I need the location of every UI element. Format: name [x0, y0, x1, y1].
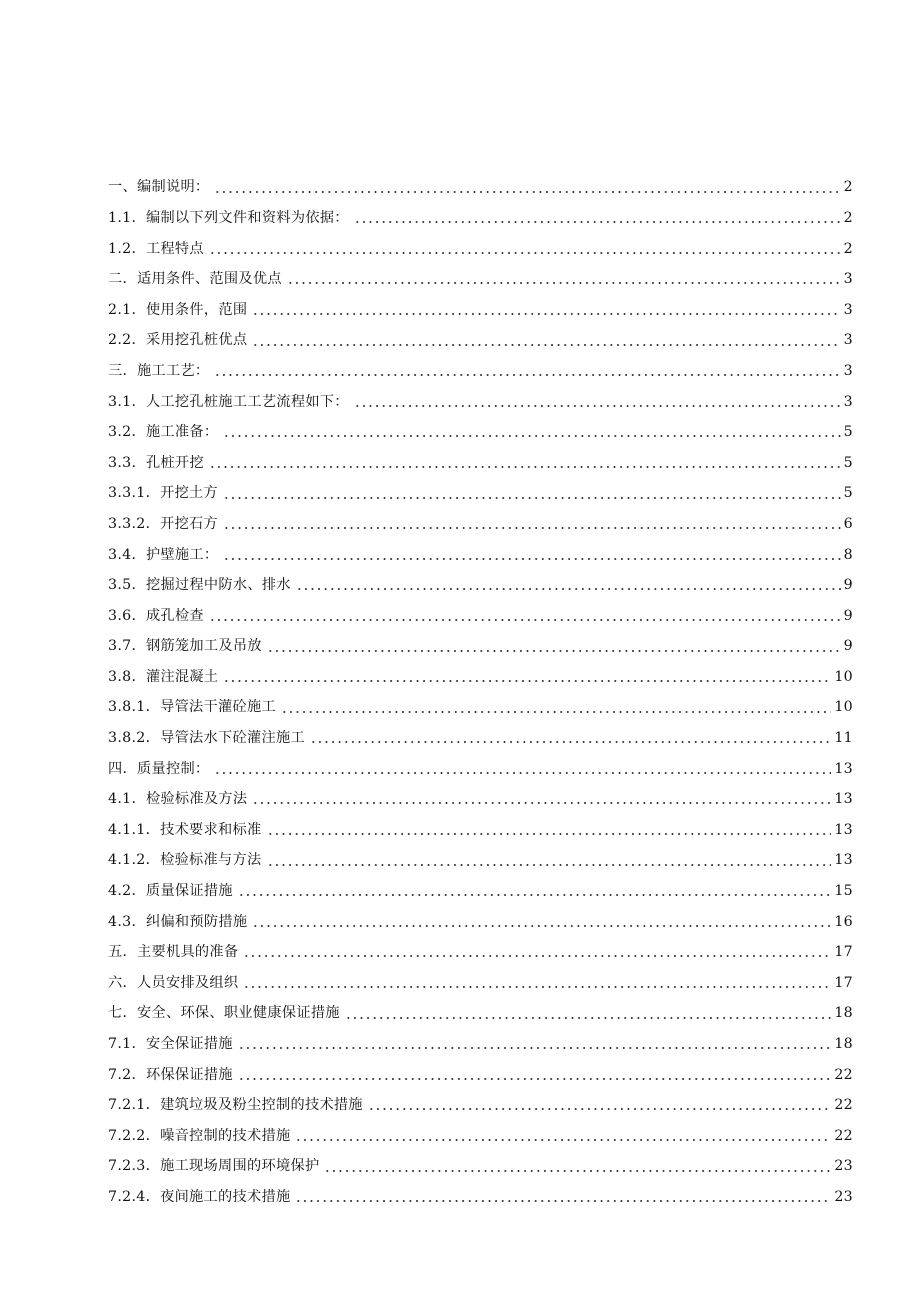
toc-dot-leader — [223, 558, 840, 560]
toc-entry-title[interactable]: 2.1．使用条件，范围 — [108, 303, 252, 317]
toc-entry[interactable] — [108, 654, 853, 685]
toc-dot-leader — [354, 405, 841, 407]
toc-page-number[interactable]: 18 — [831, 1037, 853, 1051]
toc-entry[interactable] — [108, 1082, 853, 1113]
toc-dot-leader — [287, 282, 841, 284]
toc-entry[interactable] — [108, 898, 853, 929]
toc-entry-title[interactable]: 4.2．质量保证措施 — [108, 884, 238, 898]
toc-entry[interactable] — [108, 286, 853, 317]
toc-entry[interactable] — [108, 531, 853, 562]
toc-entry-title[interactable]: 3.8.2．导管法水下砼灌注施工 — [108, 731, 310, 745]
toc-page-number[interactable]: 2 — [841, 211, 853, 225]
toc-dot-leader — [252, 313, 840, 315]
toc-page-number[interactable]: 22 — [831, 1129, 853, 1143]
toc-page-number[interactable]: 5 — [841, 486, 853, 500]
toc-page-number[interactable]: 11 — [831, 731, 853, 745]
toc-dot-leader — [214, 191, 840, 193]
toc-entry-title[interactable]: 7.2．环保保证措施 — [108, 1068, 238, 1082]
toc-entry[interactable] — [108, 1174, 853, 1205]
toc-page-number[interactable]: 13 — [831, 823, 853, 837]
toc-page-number[interactable]: 5 — [841, 456, 853, 470]
toc-page-number[interactable]: 15 — [831, 884, 853, 898]
toc-entry-title[interactable]: 二．适用条件、范围及优点 — [108, 272, 287, 286]
toc-entry-title[interactable]: 1.1．编制以下列文件和资料为依据： — [108, 211, 354, 225]
toc-page-number[interactable]: 10 — [831, 670, 853, 684]
toc-entry-title[interactable]: 一、编制说明： — [108, 180, 214, 194]
toc-entry-title[interactable]: 7.2.3．施工现场周围的环境保护 — [108, 1159, 324, 1173]
toc-entry[interactable] — [108, 164, 853, 195]
toc-entry-title[interactable]: 3.6．成孔检查 — [108, 609, 209, 623]
toc-entry[interactable] — [108, 1143, 853, 1174]
toc-page-number[interactable]: 23 — [831, 1190, 853, 1204]
table-of-contents — [108, 164, 853, 1204]
toc-dot-leader — [238, 894, 831, 896]
toc-entry[interactable] — [108, 623, 853, 654]
toc-dot-leader — [252, 802, 831, 804]
toc-entry[interactable] — [108, 348, 853, 379]
toc-entry-title[interactable]: 3.1．人工挖孔桩施工工艺流程如下： — [108, 395, 354, 409]
toc-entry-title[interactable]: 7.2.4．夜间施工的技术措施 — [108, 1190, 295, 1204]
toc-page-number[interactable]: 3 — [841, 364, 853, 378]
toc-entry[interactable] — [108, 745, 853, 776]
toc-entry[interactable] — [108, 501, 853, 532]
toc-dot-leader — [243, 986, 831, 988]
toc-entry-title[interactable]: 四．质量控制： — [108, 762, 214, 776]
toc-entry[interactable] — [108, 317, 853, 348]
toc-dot-leader — [267, 833, 832, 835]
toc-entry-title[interactable]: 3.3．孔桩开挖 — [108, 456, 209, 470]
toc-entry-title[interactable]: 3.5．挖掘过程中防水、排水 — [108, 578, 296, 592]
toc-entry[interactable] — [108, 1021, 853, 1052]
toc-entry[interactable] — [108, 990, 853, 1021]
toc-entry-title[interactable]: 4.3．纠偏和预防措施 — [108, 915, 252, 929]
toc-dot-leader — [209, 466, 841, 468]
toc-page-number[interactable]: 17 — [831, 976, 853, 990]
toc-entry[interactable] — [108, 1112, 853, 1143]
toc-dot-leader — [223, 527, 841, 529]
toc-dot-leader — [345, 1017, 832, 1019]
toc-dot-leader — [354, 221, 841, 223]
toc-entry-title[interactable]: 三．施工工艺： — [108, 364, 214, 378]
toc-page-number[interactable]: 9 — [841, 578, 853, 592]
toc-page-number[interactable]: 13 — [831, 853, 853, 867]
toc-page-number[interactable]: 3 — [841, 395, 853, 409]
toc-page-number[interactable]: 3 — [841, 272, 853, 286]
toc-entry[interactable] — [108, 470, 853, 501]
toc-dot-leader — [368, 1108, 831, 1110]
toc-entry[interactable] — [108, 439, 853, 470]
toc-entry[interactable] — [108, 409, 853, 440]
toc-page-number[interactable]: 16 — [831, 915, 853, 929]
toc-dot-leader — [252, 344, 840, 346]
toc-dot-leader — [295, 1200, 831, 1202]
toc-entry[interactable] — [108, 715, 853, 746]
toc-dot-leader — [209, 619, 841, 621]
toc-dot-leader — [223, 497, 841, 499]
toc-entry[interactable] — [108, 1051, 853, 1082]
toc-entry[interactable] — [108, 225, 853, 256]
toc-page-number[interactable]: 8 — [841, 548, 853, 562]
toc-entry[interactable] — [108, 806, 853, 837]
toc-entry[interactable] — [108, 684, 853, 715]
toc-entry[interactable] — [108, 776, 853, 807]
toc-entry-title[interactable]: 3.8.1．导管法干灌砼施工 — [108, 700, 281, 714]
toc-page-number[interactable]: 3 — [841, 333, 853, 347]
toc-page-number[interactable]: 23 — [831, 1159, 853, 1173]
toc-page-number[interactable]: 2 — [841, 242, 853, 256]
toc-entry-title[interactable]: 2.2．采用挖孔桩优点 — [108, 333, 252, 347]
toc-page-number[interactable]: 9 — [841, 639, 853, 653]
toc-page-number[interactable]: 13 — [831, 762, 853, 776]
toc-page-number[interactable]: 2 — [841, 180, 853, 194]
toc-entry-title[interactable]: 3.4．护壁施工： — [108, 548, 223, 562]
toc-dot-leader — [223, 680, 831, 682]
toc-entry[interactable] — [108, 868, 853, 899]
toc-dot-leader — [223, 435, 840, 437]
toc-dot-leader — [214, 374, 840, 376]
toc-page-number[interactable]: 3 — [841, 303, 853, 317]
toc-dot-leader — [267, 650, 841, 652]
toc-entry-title[interactable]: 3.8．灌注混凝土 — [108, 670, 223, 684]
toc-entry[interactable] — [108, 256, 853, 287]
toc-dot-leader — [281, 711, 831, 713]
toc-entry-title[interactable]: 7.2.2．噪音控制的技术措施 — [108, 1129, 295, 1143]
toc-entry-title[interactable]: 六．人员安排及组织 — [108, 976, 243, 990]
toc-dot-leader — [238, 1078, 831, 1080]
toc-entry-title[interactable]: 七．安全、环保、职业健康保证措施 — [108, 1006, 345, 1020]
toc-entry-title[interactable]: 1.2．工程特点 — [108, 242, 209, 256]
toc-entry[interactable] — [108, 195, 853, 226]
toc-page-number[interactable]: 9 — [841, 609, 853, 623]
toc-dot-leader — [243, 955, 831, 957]
toc-dot-leader — [252, 925, 831, 927]
toc-entry-title[interactable]: 4.1．检验标准及方法 — [108, 792, 252, 806]
toc-page-number[interactable]: 17 — [831, 945, 853, 959]
toc-entry[interactable] — [108, 592, 853, 623]
toc-page-number[interactable]: 5 — [841, 425, 853, 439]
toc-entry[interactable] — [108, 929, 853, 960]
toc-entry-title[interactable]: 3.3.1．开挖土方 — [108, 486, 223, 500]
toc-page-number[interactable]: 22 — [831, 1068, 853, 1082]
toc-page-number[interactable]: 6 — [841, 517, 853, 531]
toc-entry-title[interactable]: 7.2.1．建筑垃圾及粉尘控制的技术措施 — [108, 1098, 368, 1112]
toc-entry-title[interactable]: 3.2．施工准备： — [108, 425, 223, 439]
toc-dot-leader — [214, 772, 831, 774]
toc-page-number[interactable]: 13 — [831, 792, 853, 806]
toc-dot-leader — [238, 1047, 831, 1049]
toc-page-number[interactable]: 22 — [831, 1098, 853, 1112]
toc-page-number[interactable]: 10 — [831, 700, 853, 714]
toc-entry[interactable] — [108, 562, 853, 593]
toc-entry-title[interactable]: 4.1.2．检验标准与方法 — [108, 853, 267, 867]
toc-entry[interactable] — [108, 378, 853, 409]
toc-dot-leader — [295, 1139, 831, 1141]
toc-dot-leader — [209, 252, 841, 254]
toc-dot-leader — [310, 741, 831, 743]
toc-dot-leader — [296, 588, 841, 590]
toc-entry-title[interactable]: 3.7．钢筋笼加工及吊放 — [108, 639, 267, 653]
toc-entry-title[interactable]: 7.1．安全保证措施 — [108, 1037, 238, 1051]
toc-entry[interactable] — [108, 837, 853, 868]
toc-page-number[interactable]: 18 — [831, 1006, 853, 1020]
toc-entry[interactable] — [108, 959, 853, 990]
toc-entry-title[interactable]: 4.1.1．技术要求和标准 — [108, 823, 267, 837]
toc-dot-leader — [267, 864, 832, 866]
toc-dot-leader — [324, 1170, 831, 1172]
toc-entry-title[interactable]: 五．主要机具的准备 — [108, 945, 243, 959]
toc-entry-title[interactable]: 3.3.2．开挖石方 — [108, 517, 223, 531]
